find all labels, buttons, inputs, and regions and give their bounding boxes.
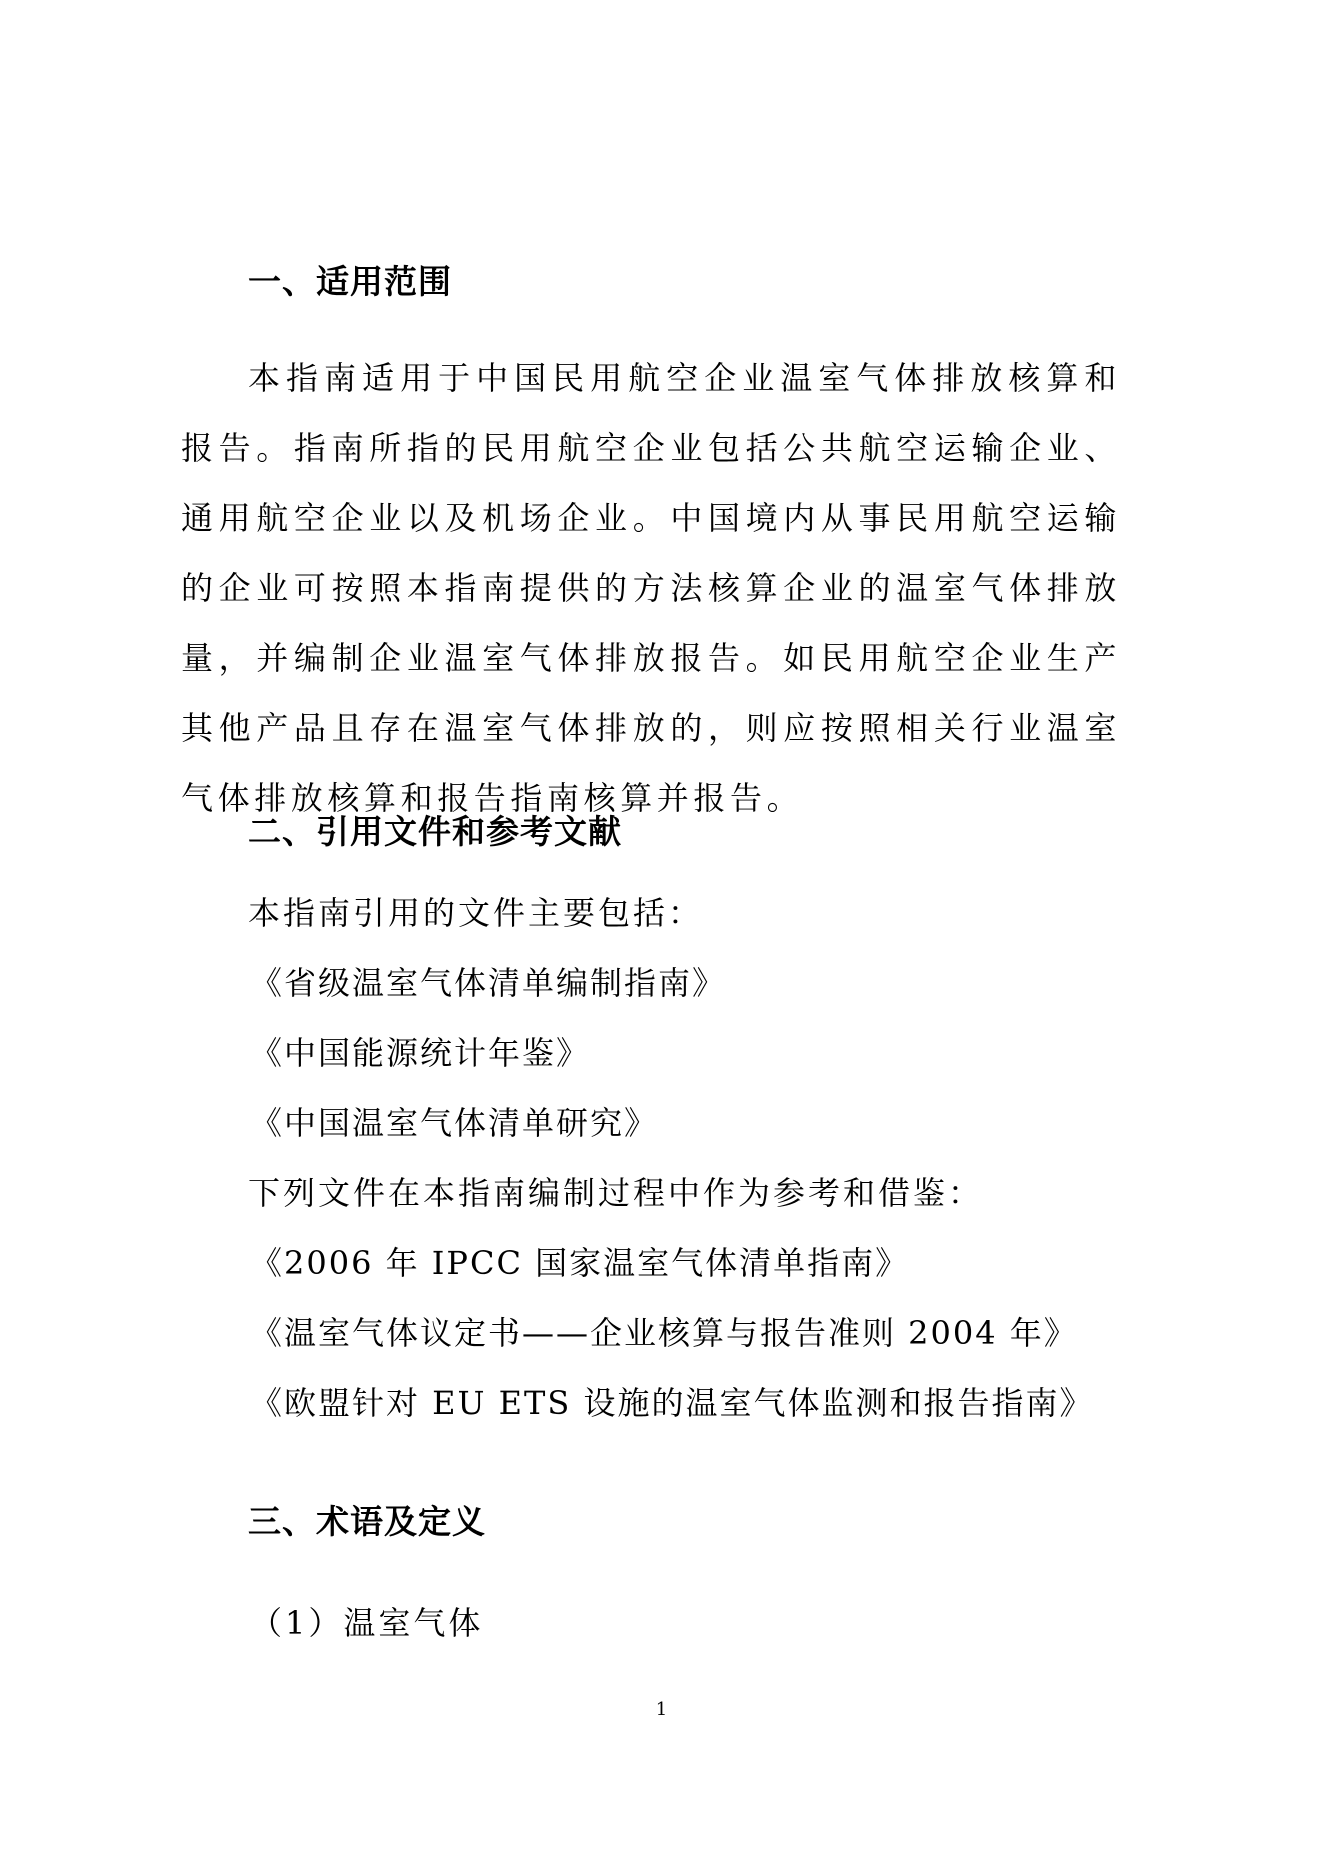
section-1-paragraph: 本指南适用于中国民用航空企业温室气体排放核算和报告。指南所指的民用航空企业包括公共航空运输企业、通用航空企业以及机场企业。中国境内从事民用航空运输的企业可按照本指南提供的方法核算企业的温室气体排放量，并编制企业温室气体排放报告。如民用航空企业生产其他产品且存在温室气体排放的，则应按照相关行业温室气体排放核算和报告指南核算并报告。 xyxy=(181,359,1121,817)
section-3-heading: 三、术语及定义 xyxy=(248,1502,486,1541)
subitem-greenhouse-gas: （1）温室气体 xyxy=(250,1604,484,1642)
section-1-heading: 一、适用范围 xyxy=(248,262,452,301)
reference-item: 《欧盟针对 EU ETS 设施的温室气体监测和报告指南》 xyxy=(250,1384,1094,1422)
cited-intro: 本指南引用的文件主要包括： xyxy=(248,894,704,932)
reference-intro: 下列文件在本指南编制过程中作为参考和借鉴： xyxy=(248,1174,984,1212)
cited-item: 《省级温室气体清单编制指南》 xyxy=(250,964,727,1002)
section-2-heading: 二、引用文件和参考文献 xyxy=(248,812,622,851)
cited-item: 《中国温室气体清单研究》 xyxy=(250,1104,659,1142)
reference-item: 《温室气体议定书——企业核算与报告准则 2004 年》 xyxy=(250,1314,1078,1352)
page-number: 1 xyxy=(655,1699,668,1720)
cited-item: 《中国能源统计年鉴》 xyxy=(250,1034,591,1072)
reference-item: 《2006 年 IPCC 国家温室气体清单指南》 xyxy=(250,1244,910,1282)
